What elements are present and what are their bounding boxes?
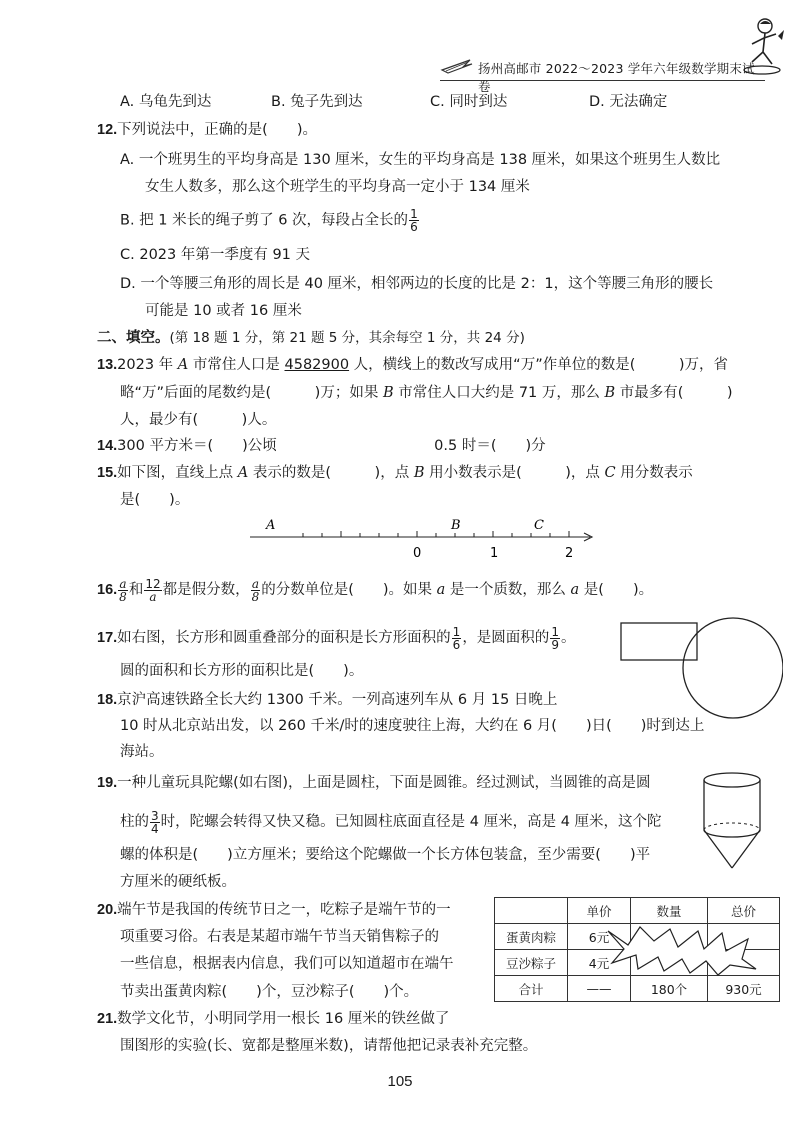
q15-line1 <box>97 463 693 483</box>
frac-num: 3 <box>151 808 159 823</box>
q19-line3: 螺的体积是( )立方厘米；要给这个陀螺做一个长方体包装盒，至少需要( )平 <box>120 847 651 863</box>
frac-num: 1 <box>452 624 461 639</box>
rectangle-circle-figure <box>618 615 783 723</box>
table-cell: —— <box>568 976 631 1002</box>
q13-line1 <box>97 355 728 375</box>
text: 人，横线上的数改写成用“万”作单位的数是( )万，省 <box>349 357 729 373</box>
fraction <box>150 810 160 835</box>
frac-den: 6 <box>452 637 461 652</box>
frac-num: 12 <box>145 576 161 591</box>
q18-line2: 10 时从北京站出发，以 260 千米/时的速度驶往上海，大约在 6 月( )日( )时到达上 <box>120 718 705 734</box>
page-number: 105 <box>387 1073 413 1090</box>
circle-shape <box>683 618 783 718</box>
var: B <box>382 385 394 401</box>
q17-line1 <box>97 624 575 652</box>
q12-text: 下列说法中，正确的是( )。 <box>117 122 317 138</box>
q12-stem <box>97 120 317 140</box>
star-shape <box>608 927 756 975</box>
q13-line3: 人，最少有( )人。 <box>120 412 277 428</box>
cylinder-top <box>704 773 760 787</box>
frac-num: a <box>251 576 259 591</box>
q12-option-b-text: B. 把 1 米长的绳子剪了 6 次，每段占全长的 <box>120 212 409 229</box>
text: 市常住人口是 <box>188 357 285 373</box>
frac-den: 4 <box>151 821 159 836</box>
q17-number: 17. <box>97 630 118 646</box>
text: 如下图，直线上点 <box>117 465 238 481</box>
label-a: A <box>266 518 276 533</box>
spinning-top-figure <box>700 768 766 872</box>
var: a <box>570 582 580 598</box>
q12-number: 12. <box>97 122 118 138</box>
tick-label-0: 0 <box>413 546 422 561</box>
label-b: B <box>451 518 461 533</box>
text: 市常住人口大约是 71 万，那么 <box>393 385 605 401</box>
swoosh-icon <box>440 56 474 76</box>
q19-line1 <box>97 773 650 793</box>
q16 <box>97 576 653 604</box>
table-header-cell: 总价 <box>708 898 780 924</box>
q14-number: 14. <box>97 438 118 454</box>
label-c: C <box>534 518 544 533</box>
cylinder-bottom-hidden <box>704 823 760 830</box>
fraction <box>409 208 419 233</box>
table-header-cell: 单价 <box>568 898 631 924</box>
q14-part-a: 300 平方米＝( )公顷 <box>117 438 277 454</box>
cylinder-bottom <box>704 830 760 837</box>
fraction <box>118 578 128 603</box>
q17-line2: 圆的面积和长方形的面积比是( )。 <box>120 663 364 679</box>
q12-option-a-line2: 女生人数多，那么这个班学生的平均身高一定小于 134 厘米 <box>145 179 530 195</box>
q14 <box>97 436 546 456</box>
frac-num: 1 <box>410 207 418 221</box>
running-header <box>440 54 765 94</box>
fraction <box>144 578 161 603</box>
text: 市最多有( ) <box>615 385 733 401</box>
frac-den: 6 <box>410 220 418 234</box>
text: 略“万”后面的尾数约是( )万；如果 <box>120 385 383 401</box>
frac-den: 9 <box>551 637 559 652</box>
table-header-cell: 数量 <box>631 898 708 924</box>
var: A <box>177 357 189 373</box>
tick-label-2: 2 <box>565 546 574 561</box>
q20-number: 20. <box>97 902 118 918</box>
q12-option-b <box>120 208 420 233</box>
fraction <box>452 626 462 651</box>
frac-den: a <box>149 589 157 604</box>
q19-number: 19. <box>97 775 118 791</box>
underlined-number: 4582900 <box>284 357 350 373</box>
table-row <box>495 976 780 1002</box>
text: 的分数单位是( )。如果 <box>261 582 437 598</box>
var: C <box>604 465 616 481</box>
number-line-figure <box>250 515 595 563</box>
fraction <box>251 578 261 603</box>
q20-line3: 一些信息，根据表内信息，我们可以知道超市在端午 <box>120 956 454 972</box>
text: 柱的 <box>120 814 149 830</box>
section-note: (第 18 题 1 分，第 21 题 5 分，其余每空 1 分，共 24 分) <box>169 330 525 346</box>
frac-den: 8 <box>251 589 260 604</box>
torn-cover-shape <box>606 925 782 977</box>
q21-line2: 围图形的实验(长、宽都是整厘米数)，请帮他把记录表补充完整。 <box>120 1038 538 1054</box>
tick-marks <box>303 531 569 537</box>
q13-line2 <box>120 383 733 403</box>
text: 用小数表示是( )，点 <box>424 465 605 481</box>
var: a <box>436 582 446 598</box>
header-title: 扬州高邮市 2022～2023 学年六年级数学期末试卷 <box>478 61 755 94</box>
text: 端午节是我国的传统节日之一，吃粽子是端午节的一 <box>117 902 451 918</box>
text: 是一个质数，那么 <box>445 582 571 598</box>
table-cell: 930元 <box>708 976 780 1002</box>
q18-number: 18. <box>97 692 118 708</box>
text: 数学文化节，小明同学用一根长 16 厘米的铁丝做了 <box>117 1011 450 1027</box>
table-cell: 蛋黄肉粽 <box>495 924 568 950</box>
tick-label-1: 1 <box>490 546 499 561</box>
q18-line1 <box>97 690 557 710</box>
rectangle-shape <box>621 623 697 660</box>
mascot-icon <box>738 16 788 80</box>
q11-option-c: C. 同时到达 <box>430 94 508 110</box>
table-cell: 豆沙粽子 <box>495 950 568 976</box>
text: 和 <box>128 582 144 598</box>
table-header-row <box>495 898 780 924</box>
q15-number: 15. <box>97 465 118 481</box>
q20-line4: 节卖出蛋黄肉粽( )个，豆沙粽子( )个。 <box>120 984 419 1000</box>
q19-line4: 方厘米的硬纸板。 <box>120 874 236 890</box>
q11-option-b: B. 兔子先到达 <box>271 94 363 110</box>
table-cell: 6元 <box>568 924 631 950</box>
q13-number: 13. <box>97 357 118 373</box>
text: 都是假分数， <box>162 582 250 598</box>
q12-option-d-line1: D. 一个等腰三角形的周长是 40 厘米，相邻两边的长度的比是 2：1，这个等腰三角形的腰长 <box>120 276 714 292</box>
text: 表示的数是( )，点 <box>248 465 414 481</box>
q18-line3: 海站。 <box>120 744 164 760</box>
var: B <box>604 385 616 401</box>
q16-number: 16. <box>97 582 118 598</box>
text: 用分数表示 <box>615 465 693 481</box>
text: 。 <box>560 630 576 646</box>
q19-line2 <box>120 808 662 836</box>
frac-den: 8 <box>119 589 127 604</box>
q21-number: 21. <box>97 1011 118 1027</box>
q12-option-a-line1: A. 一个班男生的平均身高是 130 厘米，女生的平均身高是 138 厘米，如果这个班男生人数比 <box>120 152 721 168</box>
var: B <box>413 465 425 481</box>
q12-option-c: C. 2023 年第一季度有 91 天 <box>120 247 311 263</box>
text: 如右图，长方形和圆重叠部分的面积是长方形面积的 <box>117 630 451 646</box>
text: 是( )。 <box>579 582 654 598</box>
text: 京沪高速铁路全长大约 1300 千米。一列高速列车从 6 月 15 日晚上 <box>117 692 558 708</box>
text: 一种儿童玩具陀螺(如右图)，上面是圆柱，下面是圆锥。经过测试，当圆锥的高是圆 <box>117 775 651 791</box>
fraction <box>550 626 560 651</box>
frac-num: a <box>119 576 127 591</box>
q11-options <box>120 92 667 112</box>
q20-line1 <box>97 900 451 920</box>
text: 2023 年 <box>117 357 178 373</box>
table-cell: 180个 <box>631 976 708 1002</box>
q11-option-d: D. 无法确定 <box>589 94 668 110</box>
table-cell: 合计 <box>495 976 568 1002</box>
q20-line2: 项重要习俗。右表是某超市端午节当天销售粽子的 <box>120 929 439 945</box>
frac-num: 1 <box>551 624 559 639</box>
table-header-cell <box>495 898 568 924</box>
q11-option-a: A. 乌龟先到达 <box>120 94 212 110</box>
text: 时，陀螺会转得又快又稳。已知圆柱底面直径是 4 厘米，高是 4 厘米，这个陀 <box>160 814 662 830</box>
q21-line1 <box>97 1009 449 1029</box>
table-cell: 4元 <box>568 950 631 976</box>
q14-part-b: 0.5 时＝( )分 <box>434 438 546 454</box>
section-2-heading <box>97 328 525 348</box>
q15-line2: 是( )。 <box>120 492 190 508</box>
text: ，是圆面积的 <box>462 630 550 646</box>
var: A <box>237 465 249 481</box>
q12-option-d-line2: 可能是 10 或者 16 厘米 <box>145 303 302 319</box>
section-title: 二、填空。 <box>97 330 170 346</box>
